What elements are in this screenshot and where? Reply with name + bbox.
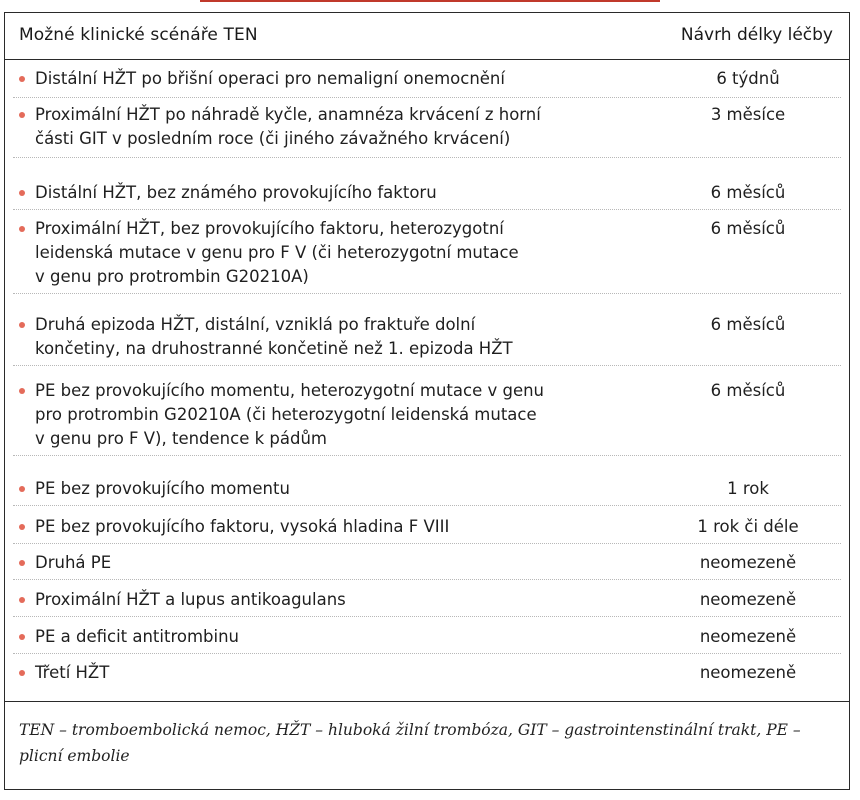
- row-duration: 6 týdnů: [716, 69, 780, 88]
- bullet-icon: [19, 322, 25, 328]
- row-duration: 1 rok: [727, 479, 769, 498]
- row-scenario: PE a deficit antitrombinu: [35, 627, 240, 646]
- header-divider: [5, 59, 849, 60]
- bullet-icon: [19, 226, 25, 232]
- bullet-icon: [19, 388, 25, 394]
- row-divider: [13, 579, 841, 580]
- bullet-icon: [19, 560, 25, 566]
- row-duration: 1 rok či déle: [697, 517, 799, 536]
- title-underline: [200, 0, 660, 2]
- row-scenario: Třetí HŽT: [35, 663, 110, 682]
- row-scenario: PE bez provokujícího faktoru, vysoká hladina F VIII: [35, 517, 450, 536]
- bullet-icon: [19, 524, 25, 530]
- row-scenario: Distální HŽT po břišní operaci pro nemaligní onemocnění: [35, 69, 505, 88]
- row-scenario: PE bez provokujícího momentu: [35, 479, 290, 498]
- row-divider: [13, 97, 841, 98]
- row-divider: [13, 653, 841, 654]
- row-scenario: Druhá epizoda HŽT, distální, vzniklá po fraktuře dolní končetiny, na druhostranné končetině než 1. epizoda HŽT: [35, 315, 513, 358]
- title-strip: [0, 0, 860, 12]
- row-divider: [13, 209, 841, 210]
- row-divider: [13, 293, 841, 294]
- row-divider: [13, 543, 841, 544]
- row-divider: [13, 365, 841, 366]
- bullet-icon: [19, 597, 25, 603]
- row-divider: [13, 157, 841, 158]
- row-scenario: Distální HŽT, bez známého provokujícího faktoru: [35, 183, 437, 202]
- row-scenario: Proximální HŽT a lupus antikoagulans: [35, 590, 346, 609]
- bullet-icon: [19, 190, 25, 196]
- row-scenario: Druhá PE: [35, 553, 112, 572]
- row-duration: 6 měsíců: [710, 381, 786, 400]
- bullet-icon: [19, 670, 25, 676]
- row-duration: 6 měsíců: [710, 315, 786, 334]
- header-scenario: Možné klinické scénáře TEN: [19, 25, 258, 45]
- row-duration: neomezeně: [699, 627, 797, 646]
- bullet-icon: [19, 112, 25, 118]
- row-duration: neomezeně: [699, 590, 797, 609]
- bullet-icon: [19, 486, 25, 492]
- row-scenario: Proximální HŽT po náhradě kyčle, anamnéza krvácení z horní části GIT v posledním roce (či jiného závažného krvácení): [35, 105, 541, 148]
- footer-divider: [5, 701, 849, 702]
- row-scenario: Proximální HŽT, bez provokujícího faktoru, heterozygotní leidenská mutace v genu pro F V (či heterozygotní mutace v genu pro protrombin G20210A): [35, 219, 519, 286]
- bullet-icon: [19, 76, 25, 82]
- table-footnote: TEN – tromboembolická nemoc, HŽT – hluboká žilní trombóza, GIT – gastrointenstinální trakt, PE – plicní embolie: [19, 721, 801, 765]
- row-scenario: PE bez provokujícího momentu, heterozygotní mutace v genu pro protrombin G20210A (či heterozygotní leidenská mutace v genu pro F V), tendence k pádům: [35, 381, 545, 448]
- row-divider: [13, 616, 841, 617]
- row-duration: neomezeně: [699, 663, 797, 682]
- treatment-duration-table: [4, 12, 850, 790]
- header-duration: Návrh délky léčby: [680, 25, 833, 45]
- row-duration: 3 měsíce: [710, 105, 786, 124]
- row-divider: [13, 505, 841, 506]
- bullet-icon: [19, 634, 25, 640]
- row-duration: neomezeně: [699, 553, 797, 572]
- row-duration: 6 měsíců: [710, 219, 786, 238]
- row-divider: [13, 455, 841, 456]
- table-header-row: [5, 13, 849, 57]
- row-duration: 6 měsíců: [710, 183, 786, 202]
